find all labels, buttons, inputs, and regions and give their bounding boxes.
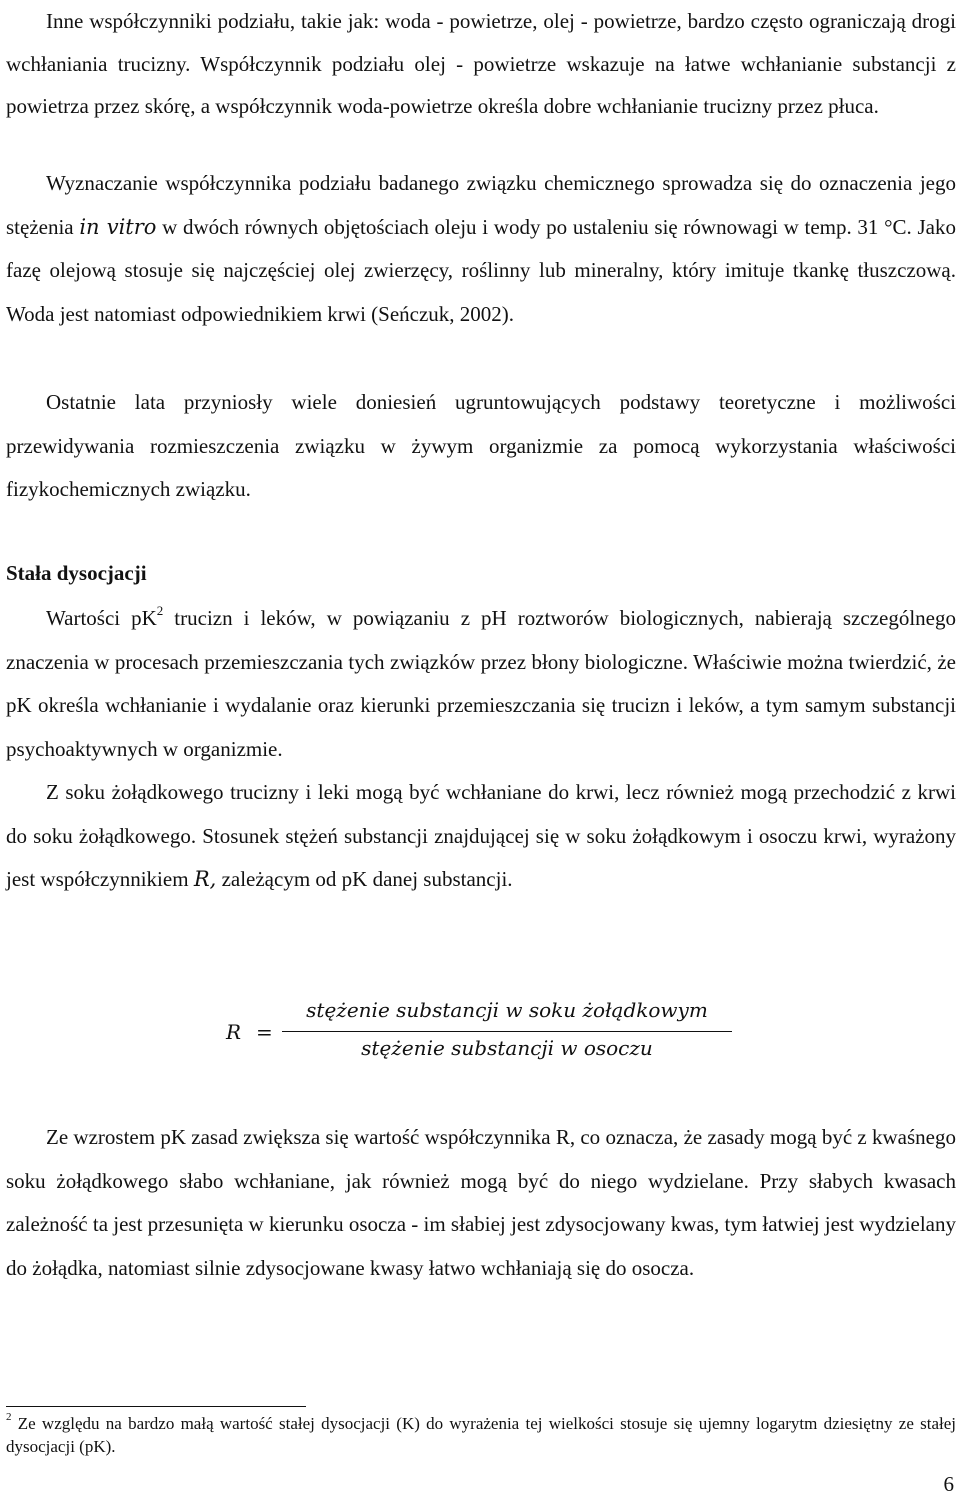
page-number: 6 bbox=[943, 1472, 954, 1496]
paragraph-text: Inne współczynniki podziału, takie jak: woda - powietrze, olej - powietrze, bardzo często ograniczają drogi wchłaniania trucizny. Współczynnik podziału olej - powietrze wskazuje na łatwe wchłanianie substancji z powietrza przez skórę, a współczynnik woda-powietrze określa dobre wchłanianie trucizny przez płuca. bbox=[6, 9, 956, 118]
footnote-marker: 2 bbox=[6, 1411, 12, 1424]
paragraph-pk-values bbox=[6, 597, 956, 771]
paragraph-text: Ze wzrostem pK zasad zwiększa się wartość współczynnika R, co oznacza, że zasady mogą być z kwaśnego soku żołądkowego słabo wchłaniane, jak również mogą być do niego wydzielane. Przy słabych kwasach zależność ta jest przesunięta w kierunku osocza - im słabiej jest zdysocjowany kwas, tym łatwiej jest wydzielany do żołądka, natomiast silnie zdysocjowane kwasy łatwo wchłaniają się do osocza. bbox=[6, 1125, 956, 1280]
paragraph-text: w dwóch równych objętościach oleju i wody po ustaleniu się równowagi w temp. 31 °C. Jako fazę olejową stosuje się najczęściej olej zwierzęcy, roślinny lub mineralny, który imituje tkankę tłuszczową. Woda jest natomiast odpowiednikiem krwi (Seńczuk, 2002). bbox=[6, 214, 956, 326]
formula-denominator: stężenie substancji w osoczu bbox=[361, 1036, 653, 1060]
paragraph-partition-coefficients bbox=[6, 0, 956, 128]
paragraph-determination bbox=[6, 162, 956, 336]
footnote-text: Ze względu na bardzo małą wartość stałej dysocjacji (K) do wyrażenia tej wielkości stosuje się ujemny logarytm dziesiętny ze stałej dysocjacji (pK). bbox=[6, 1414, 956, 1456]
footnote bbox=[6, 1412, 956, 1458]
paragraph-gastric-juice bbox=[6, 771, 956, 902]
paragraph-bases-acids bbox=[6, 1116, 956, 1290]
formula-numerator: stężenie substancji w soku żołądkowym bbox=[306, 998, 708, 1022]
footnote-divider bbox=[6, 1406, 306, 1407]
coefficient-symbol: R, bbox=[193, 867, 217, 891]
paragraph-text: zależącym od pK danej substancji. bbox=[216, 867, 513, 891]
paragraph-text: Ostatnie lata przyniosły wiele doniesień ugruntowujących podstawy teoretyczne i możliwości przewidywania rozmieszczenia związku w żywym organizmie za pomocą wykorzystania właściwości fizykochemicznych związku. bbox=[6, 390, 956, 501]
fraction-bar bbox=[282, 1031, 732, 1032]
paragraph-recent-years bbox=[6, 381, 956, 512]
footnote-reference[interactable]: 2 bbox=[156, 603, 164, 618]
section-heading: Stała dysocjacji bbox=[6, 561, 147, 585]
formula-equals: = bbox=[256, 1020, 273, 1044]
in-vitro-term: in vitro bbox=[79, 214, 157, 239]
paragraph-text: Wyznaczanie współczynnika podziału badanego związku chemicznego sprowadza się do oznaczenia jego stężenia bbox=[6, 171, 956, 239]
paragraph-text: Wartości pK bbox=[46, 606, 157, 630]
formula-lhs: R bbox=[226, 1020, 242, 1044]
paragraph-text: Z soku żołądkowego trucizny i leki mogą być wchłaniane do krwi, lecz również mogą przechodzić z krwi do soku żołądkowego. Stosunek stężeń substancji znajdującej się w soku żołądkowym i osoczu krwi, wyrażony jest współczynnikiem bbox=[6, 780, 956, 891]
ratio-formula bbox=[226, 998, 746, 1068]
paragraph-text: trucizn i leków, w powiązaniu z pH roztworów biologicznych, nabierają szczególnego znaczenia w procesach przemieszczania tych związków przez błony biologiczne. Właściwie można twierdzić, że pK określa wchłanianie i wydalanie oraz kierunki przemieszczania się trucizn i leków, a tym samym substancji psychoaktywnych w organizmie. bbox=[6, 606, 956, 761]
